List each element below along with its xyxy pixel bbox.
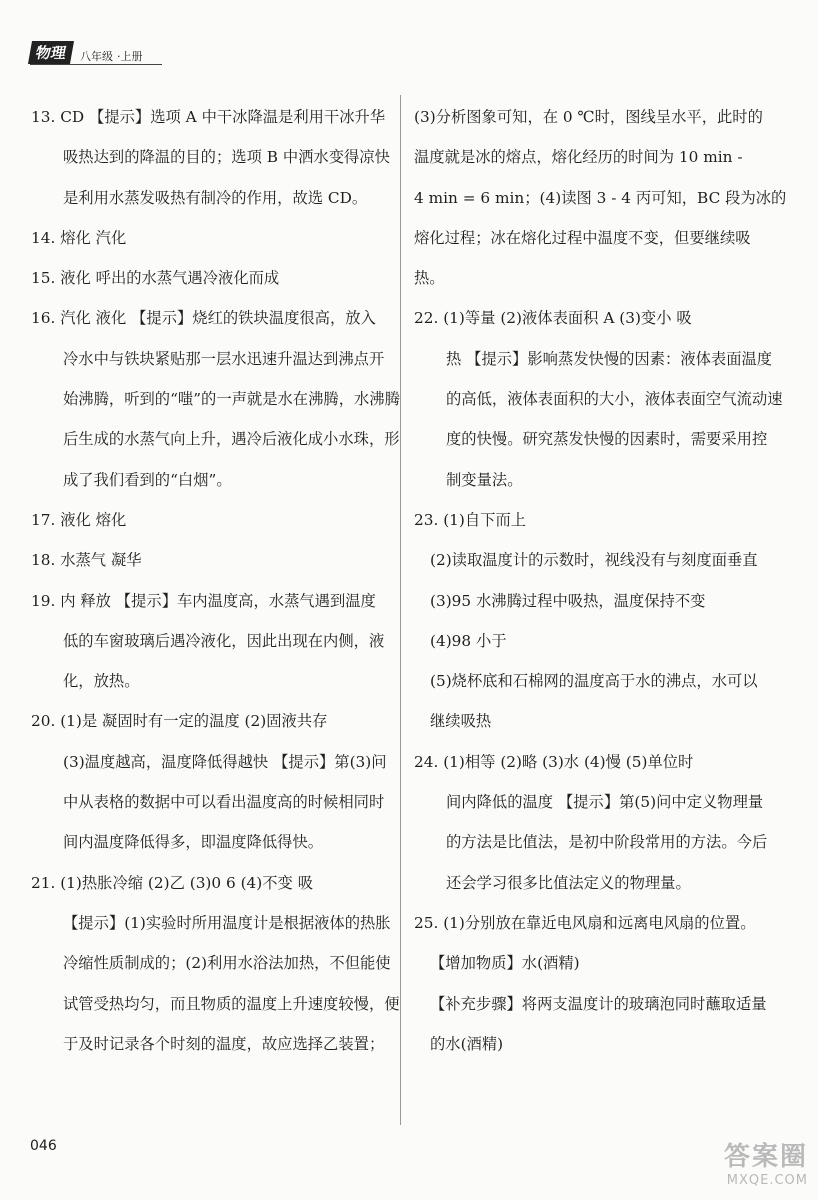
answer-item-q22: [414, 298, 783, 499]
answer-line: 热。: [414, 269, 445, 288]
answer-item-q15: [31, 258, 389, 298]
answer-item-q17: [31, 500, 389, 540]
page-number: 046: [30, 1138, 57, 1154]
answer-item-q13: [31, 97, 389, 218]
answer-line: 继续吸热: [430, 712, 492, 731]
answer-line: 16. 汽化 液化 【提示】烧红的铁块温度很高，放入: [31, 309, 376, 328]
answer-line: 的方法是比值法，是初中阶段常用的方法。今后: [446, 833, 768, 852]
right-column: [414, 97, 787, 1064]
answer-line: 后生成的水蒸气向上升，遇冷后液化成小水珠，形: [63, 430, 400, 449]
answer-line: (4)98 小于: [430, 631, 507, 650]
subject-badge: 物理: [28, 41, 74, 64]
watermark-logo-text: 答案圈: [723, 1142, 808, 1172]
grade-label: 八年级: [80, 50, 114, 63]
answer-line: 试管受热均匀，而且物质的温度上升速度较慢，便: [63, 994, 400, 1013]
column-divider: [400, 95, 401, 1125]
answer-line: (3)分析图象可知，在 0 ℃时，图线呈水平，此时的: [414, 108, 763, 126]
answer-item-q21: [31, 863, 400, 1064]
page-header: [30, 44, 143, 64]
answer-line: 21. (1)热胀冷缩 (2)乙 (3)0 6 (4)不变 吸: [31, 873, 314, 892]
answer-line: 是利用水蒸发吸热有制冷的作用，故选 CD。: [63, 188, 368, 207]
answer-line: 化，放热。: [63, 672, 140, 691]
answer-line: 17. 液化 熔化: [31, 510, 127, 529]
answer-line: 还会学习很多比值法定义的物理量。: [446, 873, 691, 892]
answer-item-q18: [31, 540, 389, 580]
answer-line: 始沸腾，听到的“嗤”的一声就是水在沸腾，水沸腾: [63, 390, 400, 409]
answer-item-q21cont: [414, 97, 787, 298]
answer-line: 18. 水蒸气 凝华: [31, 551, 142, 570]
answer-line: 吸热达到的降温的目的；选项 B 中洒水变得凉快: [63, 148, 390, 167]
answer-line: 13. CD 【提示】选项 A 中干冰降温是利用干冰升华: [31, 108, 386, 126]
answer-line: 【补充步骤】将两支温度计的玻璃泡同时蘸取适量: [430, 994, 767, 1013]
answer-line: 15. 液化 呼出的水蒸气遇冷液化而成: [31, 269, 280, 288]
answer-line: 14. 熔化 汽化: [31, 228, 127, 247]
answer-item-q20: [31, 701, 389, 862]
header-rule: [30, 64, 162, 65]
answer-line: (3)95 水沸腾过程中吸热，温度保持不变: [430, 591, 706, 610]
answer-line: 热 【提示】影响蒸发快慢的因素：液体表面温度: [446, 349, 773, 368]
answer-line: 20. (1)是 凝固时有一定的温度 (2)固液共存: [31, 712, 328, 731]
answer-item-q25: [414, 903, 770, 1064]
answer-line: 中从表格的数据中可以看出温度高的时候相同时: [63, 793, 385, 812]
answer-line: 【提示】(1)实验时所用温度计是根据液体的热胀: [63, 913, 391, 932]
volume-label: ·上册: [117, 50, 143, 63]
left-column: [31, 97, 400, 1064]
watermark: [724, 1136, 808, 1188]
answer-item-q16: [31, 298, 400, 499]
answer-line: 的高低，液体表面积的大小，液体表面空气流动速: [446, 390, 783, 409]
answer-line: 间内温度降低得多，即温度降低得快。: [63, 833, 324, 852]
answer-line: 间内降低的温度 【提示】第(5)问中定义物理量: [446, 793, 764, 812]
answer-item-q23: [414, 500, 770, 742]
answer-line: (2)读取温度计的示数时，视线没有与刻度面垂直: [430, 551, 758, 570]
answer-line: 【增加物质】水(酒精): [430, 954, 580, 973]
watermark-url: MXQE.COM: [726, 1173, 808, 1188]
answer-line: 4 min = 6 min；(4)读图 3 - 4 丙可知，BC 段为冰的: [414, 188, 787, 207]
answer-item-q24: [414, 742, 770, 903]
answer-line: 的水(酒精): [430, 1034, 504, 1053]
answer-line: 25. (1)分别放在靠近电风扇和远离电风扇的位置。: [414, 913, 756, 932]
answer-line: 制变量法。: [446, 470, 523, 489]
answer-line: 23. (1)自下而上: [414, 510, 527, 529]
answer-line: 冷水中与铁块紧贴那一层水迅速升温达到沸点开: [63, 349, 385, 368]
answer-line: 成了我们看到的“白烟”。: [63, 470, 232, 489]
answer-line: 度的快慢。研究蒸发快慢的因素时，需要采用控: [446, 430, 768, 449]
answer-line: 22. (1)等量 (2)液体表面积 A (3)变小 吸: [414, 309, 692, 328]
answer-line: 冷缩性质制成的；(2)利用水浴法加热，不但能使: [63, 954, 391, 973]
answer-line: (3)温度越高，温度降低得越快 【提示】第(3)问: [63, 752, 387, 771]
answer-item-q14: [31, 218, 389, 258]
answer-line: 于及时记录各个时刻的温度，故应选择乙装置；: [63, 1034, 385, 1053]
answer-item-q19: [31, 581, 389, 702]
answer-line: (5)烧杯底和石棉网的温度高于水的沸点，水可以: [430, 672, 758, 691]
answer-line: 熔化过程；冰在熔化过程中温度不变，但要继续吸: [414, 228, 751, 247]
answer-line: 温度就是冰的熔点，熔化经历的时间为 10 min -: [414, 148, 743, 167]
answer-line: 19. 内 释放 【提示】车内温度高，水蒸气遇到温度: [31, 591, 376, 610]
answer-line: 24. (1)相等 (2)略 (3)水 (4)慢 (5)单位时: [414, 752, 694, 771]
answer-line: 低的车窗玻璃后遇冷液化，因此出现在内侧，液: [63, 631, 385, 650]
